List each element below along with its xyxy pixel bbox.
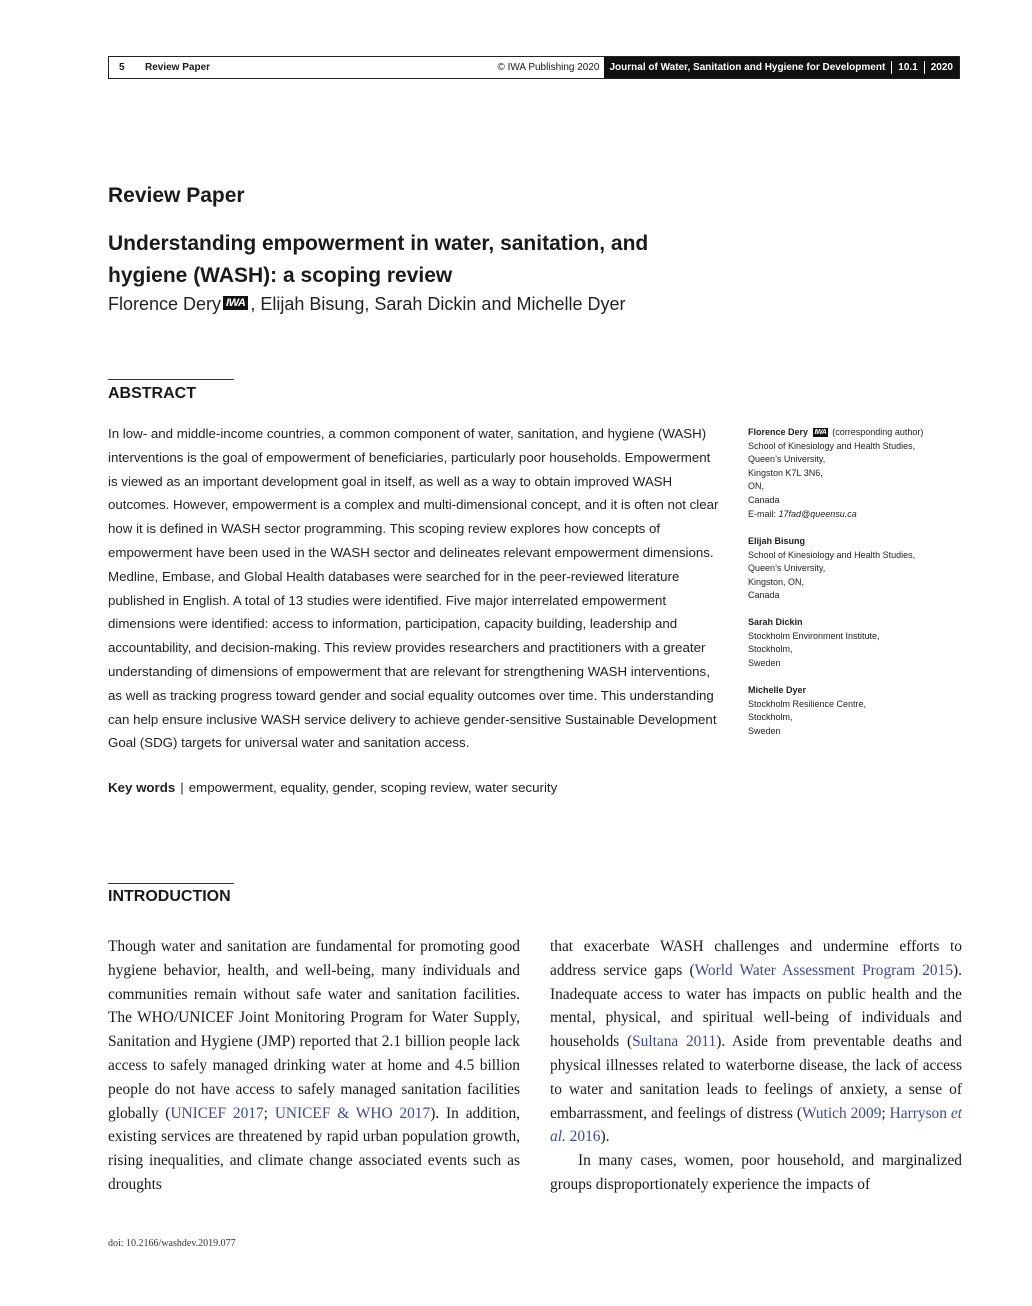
- citation-link[interactable]: Wutich 2009: [801, 1104, 882, 1122]
- affiliation-name: Elijah Bisung: [748, 536, 806, 546]
- body-text: ).: [600, 1128, 610, 1146]
- article-type: Review Paper: [108, 184, 245, 207]
- affiliation-line: Kingston K7L 3N6,: [748, 467, 823, 478]
- journal-volume: 10.1: [898, 62, 918, 73]
- iwa-logo-icon: IWA: [814, 429, 827, 437]
- divider: |: [180, 780, 184, 795]
- body-text: ). Aside from preventable deaths and physical illnesses related to waterborne disease, the lack of access to water and sanitation leads to feelings of anxiety, a sense of embarrassment, and feelings of distress (: [550, 1033, 962, 1122]
- body-column-left: [108, 935, 520, 1197]
- body-text: ). Inadequate access to water has impacts on public health and the mental, physical, and spiritual well-being of individuals and households (: [550, 961, 962, 1051]
- keywords-label: Key words: [108, 780, 176, 795]
- divider: [924, 61, 925, 74]
- header-section: Review Paper: [145, 62, 211, 73]
- header-copyright: © IWA Publishing 2020: [497, 62, 600, 73]
- affiliation-line: ON,: [748, 481, 765, 492]
- body-text: ;: [263, 1104, 275, 1122]
- doi[interactable]: doi: 10.2166/washdev.2019.077: [108, 1238, 236, 1249]
- affiliation-line: Stockholm Resilience Centre,: [748, 698, 867, 709]
- journal-banner: [604, 57, 960, 78]
- citation-etal: et al.: [550, 1104, 963, 1146]
- affiliation-bisung: [748, 535, 978, 603]
- author-name: Florence Dery: [108, 294, 222, 314]
- affiliation-line: Canada: [748, 494, 780, 505]
- abstract-heading: ABSTRACT: [108, 385, 196, 402]
- affiliation-dery: [748, 426, 978, 521]
- affiliation-line: Sweden: [748, 657, 781, 668]
- affiliation-name: Michelle Dyer: [748, 685, 807, 695]
- corresponding-note: (corresponding author): [832, 427, 924, 437]
- keywords-list: empowerment, equality, gender, scoping review, water security: [188, 780, 558, 795]
- affiliation-line: Canada: [748, 590, 780, 601]
- body-text: Though water and sanitation are fundamental for promoting good hygiene behavior, health, and well-being, many individuals and communities remain without safe water and sanitation facilities. The WHO/UNICEF Joint Monitoring Program for Water Supply, Sanitation and Hygiene (JMP) reported that 2.1 billion people lack access to safely managed drinking water at home and 4.5 billion people do not have access to safely managed sanitation facilities globally (: [108, 938, 520, 1122]
- citation-author: Harryson: [889, 1104, 951, 1122]
- affiliation-line: Sweden: [748, 725, 781, 736]
- divider: [108, 379, 234, 380]
- paragraph: [108, 935, 520, 1197]
- introduction-heading: INTRODUCTION: [108, 888, 231, 905]
- affiliation-dyer: [748, 684, 978, 738]
- citation-year: 2016: [565, 1128, 601, 1146]
- divider: [108, 883, 234, 884]
- divider: [891, 61, 892, 74]
- email-link[interactable]: 17fad@queensu.ca: [778, 508, 857, 519]
- body-text: ). In addition, existing services are threatened by rapid urban population growth, rising inequalities, and climate change associated events such as droughts: [108, 1104, 521, 1193]
- affiliation-name: Florence Dery: [748, 427, 809, 437]
- page-number: 5: [119, 62, 125, 73]
- author-names-rest: , Elijah Bisung, Sarah Dickin and Michelle Dyer: [250, 294, 626, 314]
- affiliation-line: Stockholm,: [748, 712, 793, 723]
- email: [748, 508, 978, 522]
- affiliation-line: Queen’s University,: [748, 563, 826, 574]
- affiliation-dickin: [748, 616, 978, 670]
- running-header: [108, 56, 960, 79]
- email-label: E-mail:: [748, 508, 777, 519]
- affiliation-name: Sarah Dickin: [748, 617, 803, 627]
- citation-link[interactable]: Sultana 2011: [632, 1033, 717, 1051]
- abstract-text: In low- and middle-income countries, a common component of water, sanitation, and hygiene (WASH) interventions is the goal of empowerment of beneficiaries, particularly poor households. Empowerment is viewed as an important development goal in itself, as well as a way to obtain improved WASH outcomes. However, empowerment is a complex and multi-dimensional concept, and it is often not clear how it is defined in WASH sector programming. This scoping review explores how concepts of empowerment have been used in the WASH sector and delineates relevant empowerment dimensions. Medline, Embase, and Global Health databases were searched for in the peer-reviewed literature published in English. A total of 13 studies were identified. Five major interrelated empowerment dimensions were identified: access to information, participation, capacity building, leadership and accountability, and decision-making. This review provides researchers and practitioners with a greater understanding of dimensions of empowerment that are relevant for strengthening WASH interventions, as well as tracking progress toward gender and social equality outcomes over time. This understanding can help ensure inclusive WASH service delivery to achieve gender-sensitive Sustainable Development Goal (SDG) targets for universal water and sanitation access.: [108, 426, 719, 751]
- affiliation-line: Stockholm,: [748, 644, 793, 655]
- paragraph: [550, 935, 962, 1149]
- body-column-right: [550, 935, 962, 1197]
- article-title: Understanding empowerment in water, sanitation, and hygiene (WASH): a scoping review: [108, 232, 649, 287]
- body-text: that exacerbate WASH challenges and undermine efforts to address service gaps (: [550, 938, 962, 979]
- body-text: ;: [881, 1104, 890, 1122]
- author-list: [108, 294, 626, 315]
- journal-name: Journal of Water, Sanitation and Hygiene for Development: [609, 62, 886, 73]
- affiliation-line: Kingston, ON,: [748, 576, 805, 587]
- citation-link[interactable]: UNICEF & WHO 2017: [274, 1104, 431, 1122]
- citation-link[interactable]: UNICEF 2017: [170, 1104, 264, 1122]
- affiliation-line: Queen’s University,: [748, 454, 826, 465]
- paragraph: In many cases, women, poor household, and marginalized groups disproportionately experience the impacts of: [550, 1152, 962, 1193]
- affiliation-line: Stockholm Environment Institute,: [748, 630, 880, 641]
- affiliation-line: School of Kinesiology and Health Studies,: [748, 549, 916, 560]
- affiliation-line: School of Kinesiology and Health Studies,: [748, 440, 916, 451]
- journal-year: 2020: [930, 62, 953, 73]
- keywords: [108, 780, 557, 795]
- iwa-logo-icon: IWA: [223, 296, 248, 310]
- citation-link[interactable]: World Water Assessment Program 2015: [694, 961, 954, 979]
